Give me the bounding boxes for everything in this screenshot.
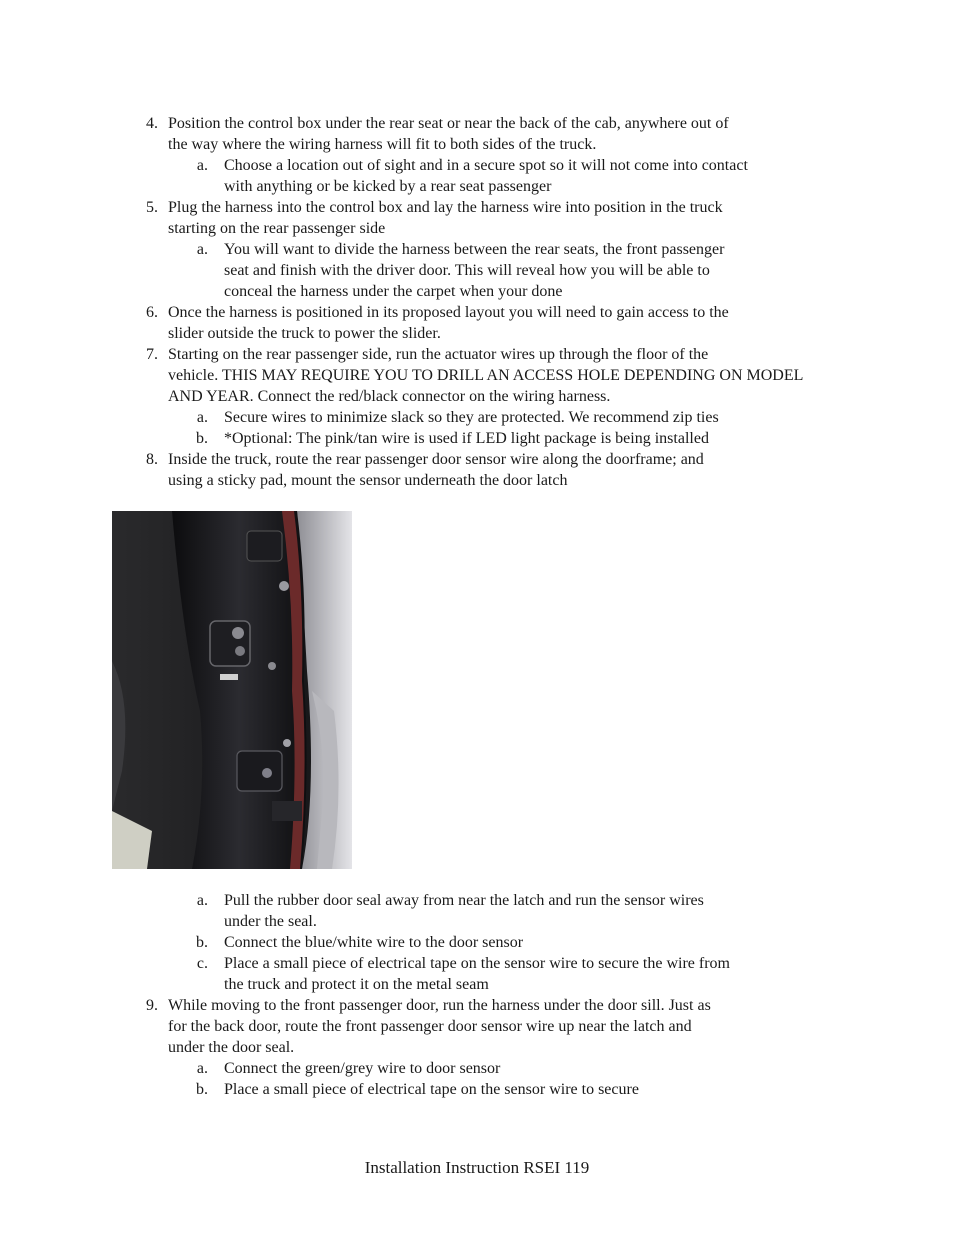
list-letter: c. xyxy=(196,955,208,972)
list-number: 7. xyxy=(146,346,158,363)
step-text-line: Starting on the rear passenger side, run the actuator wires up through the floor of the xyxy=(168,346,709,363)
substep-text-line: under the seal. xyxy=(224,913,317,930)
step-text-line: Inside the truck, route the rear passenger door sensor wire along the doorframe; and xyxy=(168,451,704,468)
step-text-line: using a sticky pad, mount the sensor underneath the door latch xyxy=(168,472,568,489)
list-number: 8. xyxy=(146,451,158,468)
list-letter: a. xyxy=(196,157,208,174)
step-text-line: for the back door, route the front passenger door sensor wire up near the latch and xyxy=(168,1018,692,1035)
substep-text-line: Secure wires to minimize slack so they are protected. We recommend zip ties xyxy=(224,409,719,426)
step-text-line: Position the control box under the rear seat or near the back of the cab, anywhere out of xyxy=(168,115,729,132)
list-letter: a. xyxy=(196,409,208,426)
list-number: 5. xyxy=(146,199,158,216)
step-text-line: slider outside the truck to power the slider. xyxy=(168,325,441,342)
substep-text-line: Choose a location out of sight and in a secure spot so it will not come into contact xyxy=(224,157,748,174)
list-letter: a. xyxy=(196,892,208,909)
step-text-line: Once the harness is positioned in its proposed layout you will need to gain access to the xyxy=(168,304,729,321)
list-number: 6. xyxy=(146,304,158,321)
substep-text-line: Connect the blue/white wire to the door sensor xyxy=(224,934,524,951)
step-text-line: the way where the wiring harness will fit to both sides of the truck. xyxy=(168,136,597,153)
page-footer: Installation Instruction RSEI 119 xyxy=(364,1158,590,1177)
list-number: 4. xyxy=(146,115,158,132)
step-text-line: While moving to the front passenger door, run the harness under the door sill. Just as xyxy=(168,997,711,1014)
list-letter: b. xyxy=(196,1081,208,1098)
list-number: 9. xyxy=(146,997,158,1014)
list-letter: a. xyxy=(196,241,208,258)
substep-text-line: *Optional: The pink/tan wire is used if LED light package is being installed xyxy=(224,430,709,447)
step-text-line: AND YEAR. Connect the red/black connector on the wiring harness. xyxy=(168,388,611,405)
substep-text-line: Connect the green/grey wire to door sensor xyxy=(224,1060,501,1077)
list-letter: a. xyxy=(196,1060,208,1077)
step-text-line: starting on the rear passenger side xyxy=(168,220,386,237)
substep-text-line: conceal the harness under the carpet when your done xyxy=(224,283,563,300)
substep-text-line: Place a small piece of electrical tape on the sensor wire to secure xyxy=(224,1081,639,1098)
list-letter: b. xyxy=(196,430,208,447)
substep-text-line: Place a small piece of electrical tape on the sensor wire to secure the wire from xyxy=(224,955,730,972)
step-text-line: Plug the harness into the control box and lay the harness wire into position in the truck xyxy=(168,199,723,216)
step-text-line: vehicle. THIS MAY REQUIRE YOU TO DRILL AN ACCESS HOLE DEPENDING ON MODEL xyxy=(168,367,804,384)
list-letter: b. xyxy=(196,934,208,951)
substep-text-line: Pull the rubber door seal away from near the latch and run the sensor wires xyxy=(224,892,704,909)
door-latch-photo xyxy=(112,511,352,869)
substep-text-line: with anything or be kicked by a rear seat passenger xyxy=(224,178,552,195)
substep-text-line: the truck and protect it on the metal seam xyxy=(224,976,489,993)
substep-text-line: seat and finish with the driver door. This will reveal how you will be able to xyxy=(224,262,710,279)
step-text-line: under the door seal. xyxy=(168,1039,295,1056)
substep-text-line: You will want to divide the harness between the rear seats, the front passenger xyxy=(224,241,725,258)
